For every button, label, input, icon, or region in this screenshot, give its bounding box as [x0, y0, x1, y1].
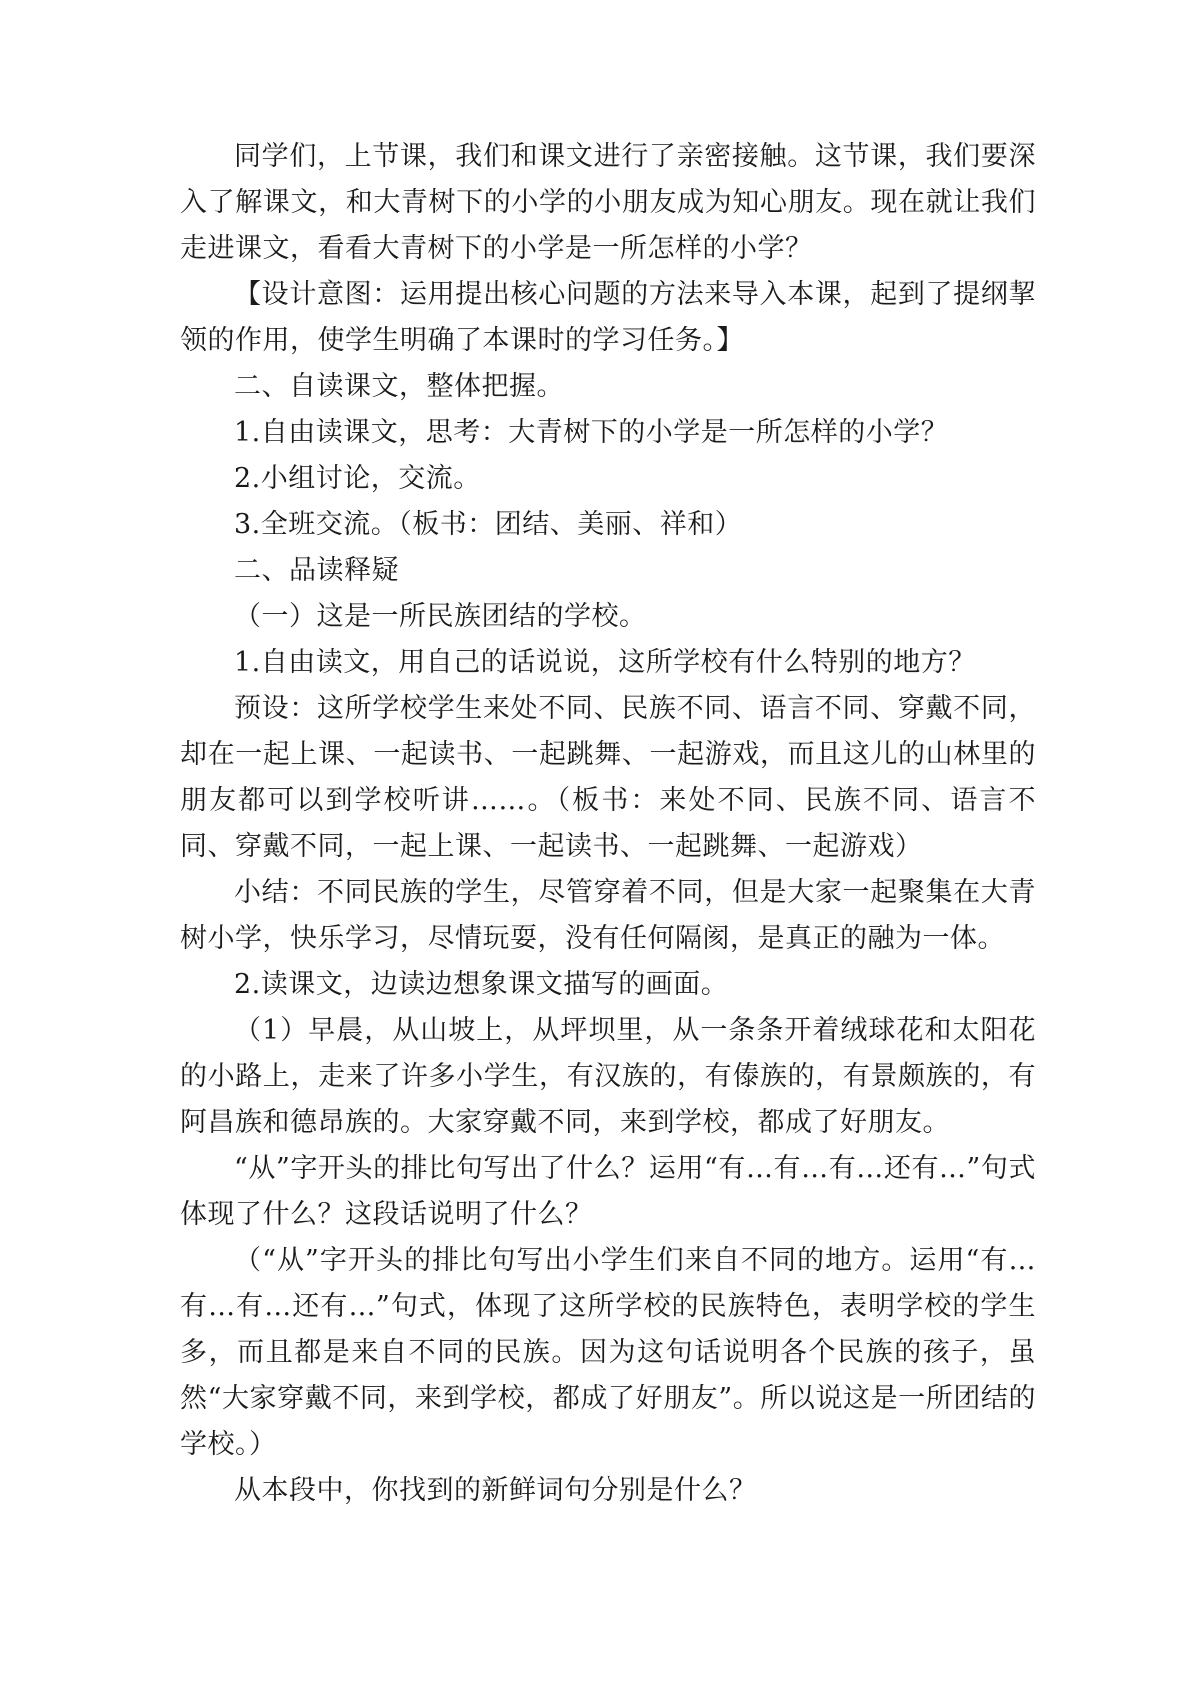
paragraph-final-question: 从本段中，你找到的新鲜词句分别是什么？ [234, 1475, 757, 1506]
list-item-1: 1.自由读课文，思考：大青树下的小学是一所怎样的小学？ [234, 417, 949, 448]
paragraph-analysis-answer: （“从”字开头的排比句写出小学生们来自不同的地方。运用“有…有…有…还有…”句式，体现了这所学校的民族特色，表明学校的学生多，而且都是来自不同的民族。因为这句话说明各个民族的孩子，虽然“大家穿戴不同，来到学校，都成了好朋友”。所以说这是一所团结的学校。） [180, 1245, 1036, 1460]
question-2: 2.读课文，边读边想象课文描写的画面。 [234, 969, 729, 1000]
paragraph-preset: 预设：这所学校学生来处不同、民族不同、语言不同、穿戴不同，却在一起上课、一起读书、一起跳舞、一起游戏，而且这儿的山林里的朋友都可以到学校听讲……。（板书：来处不同、民族不同、语言不同、穿戴不同，一起上课、一起读书、一起跳舞、一起游戏） [180, 693, 1036, 862]
paragraph-analysis-question: “从”字开头的排比句写出了什么？运用“有…有…有…还有…”句式体现了什么？这段话说明了什么？ [180, 1153, 1036, 1230]
section-heading-close-reading: 二、品读释疑 [234, 555, 399, 586]
list-item-3: 3.全班交流。（板书：团结、美丽、祥和） [234, 509, 743, 540]
document-page [180, 134, 1036, 1514]
paragraph-summary: 小结：不同民族的学生，尽管穿着不同，但是大家一起聚集在大青树小学，快乐学习，尽情玩耍，没有任何隔阂，是真正的融为一体。 [180, 877, 1036, 954]
paragraph-excerpt-1: （1）早晨，从山坡上，从坪坝里，从一条条开着绒球花和太阳花的小路上，走来了许多小学生，有汉族的，有傣族的，有景颇族的，有阿昌族和德昂族的。大家穿戴不同，来到学校，都成了好朋友。 [180, 1015, 1036, 1138]
paragraph-design-intent: 【设计意图：运用提出核心问题的方法来导入本课，起到了提纲挈领的作用，使学生明确了本课时的学习任务。】 [180, 279, 1036, 356]
subsection-heading-1: （一）这是一所民族团结的学校。 [234, 601, 647, 632]
question-1: 1.自由读文，用自己的话说说，这所学校有什么特别的地方？ [234, 647, 976, 678]
paragraph-intro: 同学们，上节课，我们和课文进行了亲密接触。这节课，我们要深入了解课文，和大青树下的小学的小朋友成为知心朋友。现在就让我们走进课文，看看大青树下的小学是一所怎样的小学？ [180, 141, 1036, 264]
list-item-2: 2.小组讨论，交流。 [234, 463, 481, 494]
section-heading-self-reading: 二、自读课文，整体把握。 [234, 371, 564, 402]
